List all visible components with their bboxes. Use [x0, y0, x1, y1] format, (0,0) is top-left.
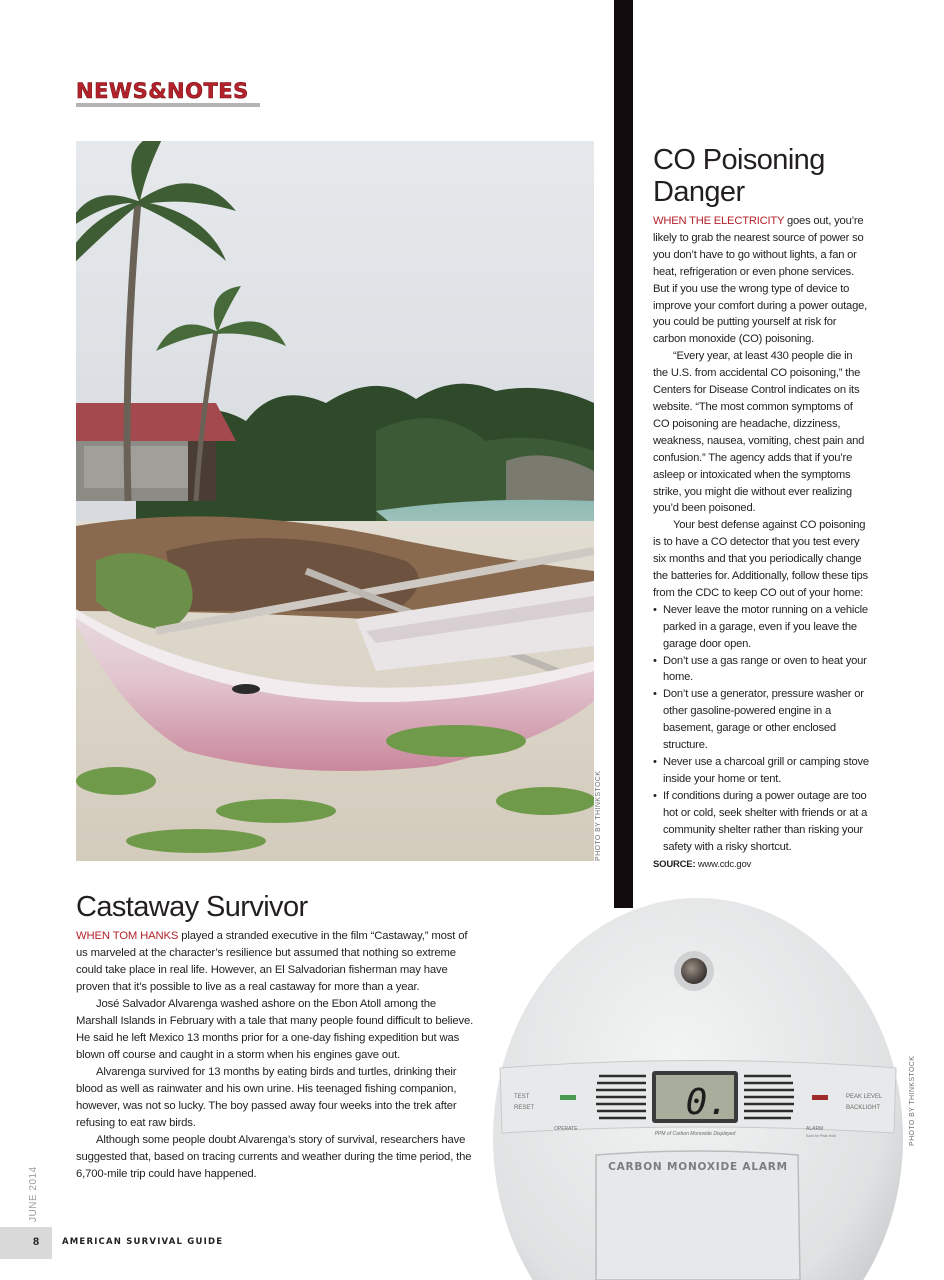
svg-text:PEAK LEVEL: PEAK LEVEL [846, 1094, 883, 1100]
co-poisoning-body [653, 213, 869, 602]
section-logo-text: NEWS&NOTES [76, 79, 249, 103]
photo-credit-alarm: PHOTO BY THINKSTOCK [909, 1055, 916, 1146]
co-paragraph-2: “Every year, at least 430 people die in the U.S. from accidental CO poisoning,” the Centers for Disease Control indicates on its website. “The most common symptoms of CO poisoning are headache, dizziness, weakness, nausea, vomiting, chest pain and confusion.” The agency adds that if you’re asleep or intoxicated when the symptoms strike, you might die without ever realizing you’d been poisoned. [653, 350, 865, 515]
castaway-paragraph-3: Alvarenga survived for 13 months by eating birds and turtles, drinking their blood as well as rainwater and his own urine. His teenaged fishing companion, however, was not so lucky. The boy passed away four weeks into the trek after refusing to eat raw birds. [76, 1066, 457, 1129]
page-number-tab [0, 1227, 52, 1259]
co-paragraph-3: Your best defense against CO poisoning is to have a CO detector that you test every six months and that you periodically change the batteries for. Additionally, follow these tips from the CDC to keep CO out of your home: [653, 519, 868, 599]
co-lead-in: WHEN THE ELECTRICITY [653, 215, 785, 227]
tip-item: • Never leave the motor running on a vehicle parked in a garage, even if you leave the garage door open. [653, 602, 869, 653]
co-poisoning-title: CO Poisoning Danger [653, 144, 825, 208]
svg-text:BACKLIGHT: BACKLIGHT [846, 1105, 881, 1111]
castaway-paragraph-2: José Salvador Alvarenga washed ashore on the Ebon Atoll among the Marshall Islands in February with a tale that many people found difficult to believe. He said he left Mexico 13 months prior for a one-day fishing expedition but was blown off course and caught in a storm when his engines gave out. [76, 998, 474, 1061]
tip-item: • Never use a charcoal grill or camping stove inside your home or tent. [653, 754, 869, 788]
beach-boat-photo [76, 141, 594, 861]
co-paragraph-1: WHEN THE ELECTRICITY goes out, you’re likely to grab the nearest source of power so you don’t have to go without lights, a fan or heat, refrigeration or even phone services. But if you use the wrong type of device to improve your comfort during a power outage, you could be putting yourself at risk for carbon monoxide (CO) poisoning. [653, 215, 868, 346]
beach-boat-illustration [76, 141, 594, 861]
column-divider-bar [614, 0, 633, 908]
co-detector-illustration [476, 893, 944, 1280]
tip-item: • Don’t use a gas range or oven to heat your home. [653, 653, 869, 687]
castaway-paragraph-4: Although some people doubt Alvarenga’s story of survival, researchers have suggested that, based on tracing currents and weather during the time period, the 6,700-mile trip could have happened. [76, 1134, 472, 1180]
castaway-paragraph-1: WHEN TOM HANKS played a stranded executive in the film “Castaway,” most of us marveled at the character’s resilience but assumed that nothing so extreme could take place in real life. However, an El Salvadorian fisherman may have proven that it’s possible to live as a real castaway for more than a year. [76, 930, 468, 993]
section-logo [76, 80, 260, 110]
castaway-title: Castaway Survivor [76, 891, 308, 923]
castaway-lead-in: WHEN TOM HANKS [76, 930, 179, 942]
svg-text:TEST: TEST [514, 1094, 530, 1100]
svg-text:Solid for Peak Hold: Solid for Peak Hold [806, 1134, 836, 1138]
publication-name: AMERICAN SURVIVAL GUIDE [62, 1237, 224, 1247]
co-display-reading: 0. [685, 1082, 729, 1123]
issue-date: JUNE 2014 [28, 1166, 39, 1222]
cdc-tips-list [653, 602, 869, 856]
page-number: 8 [33, 1236, 40, 1248]
castaway-survivor-article [76, 890, 480, 1183]
tip-item: • Don’t use a generator, pressure washer or other gasoline-powered engine in a basement, garage or other enclosed structure. [653, 686, 869, 754]
co-poisoning-article [653, 144, 869, 874]
svg-text:ALARM: ALARM [806, 1126, 824, 1132]
tip-item: • If conditions during a power outage are too hot or cold, seek shelter with friends or at a community shelter rather than risking your safety with a risky shortcut. [653, 788, 869, 856]
section-logo-rule [76, 103, 260, 107]
co-detector-photo [476, 893, 944, 1280]
svg-text:OPERATE: OPERATE [554, 1126, 578, 1132]
castaway-body [76, 928, 480, 1183]
co-alarm-label: CARBON MONOXIDE ALARM [608, 1161, 788, 1173]
photo-credit-beach: PHOTO BY THINKSTOCK [595, 770, 602, 861]
source-line: SOURCE: www.cdc.gov [653, 859, 752, 871]
svg-text:RESET: RESET [514, 1105, 535, 1111]
svg-text:PPM of Carbon Monoxide Display: PPM of Carbon Monoxide Displayed [654, 1131, 736, 1137]
